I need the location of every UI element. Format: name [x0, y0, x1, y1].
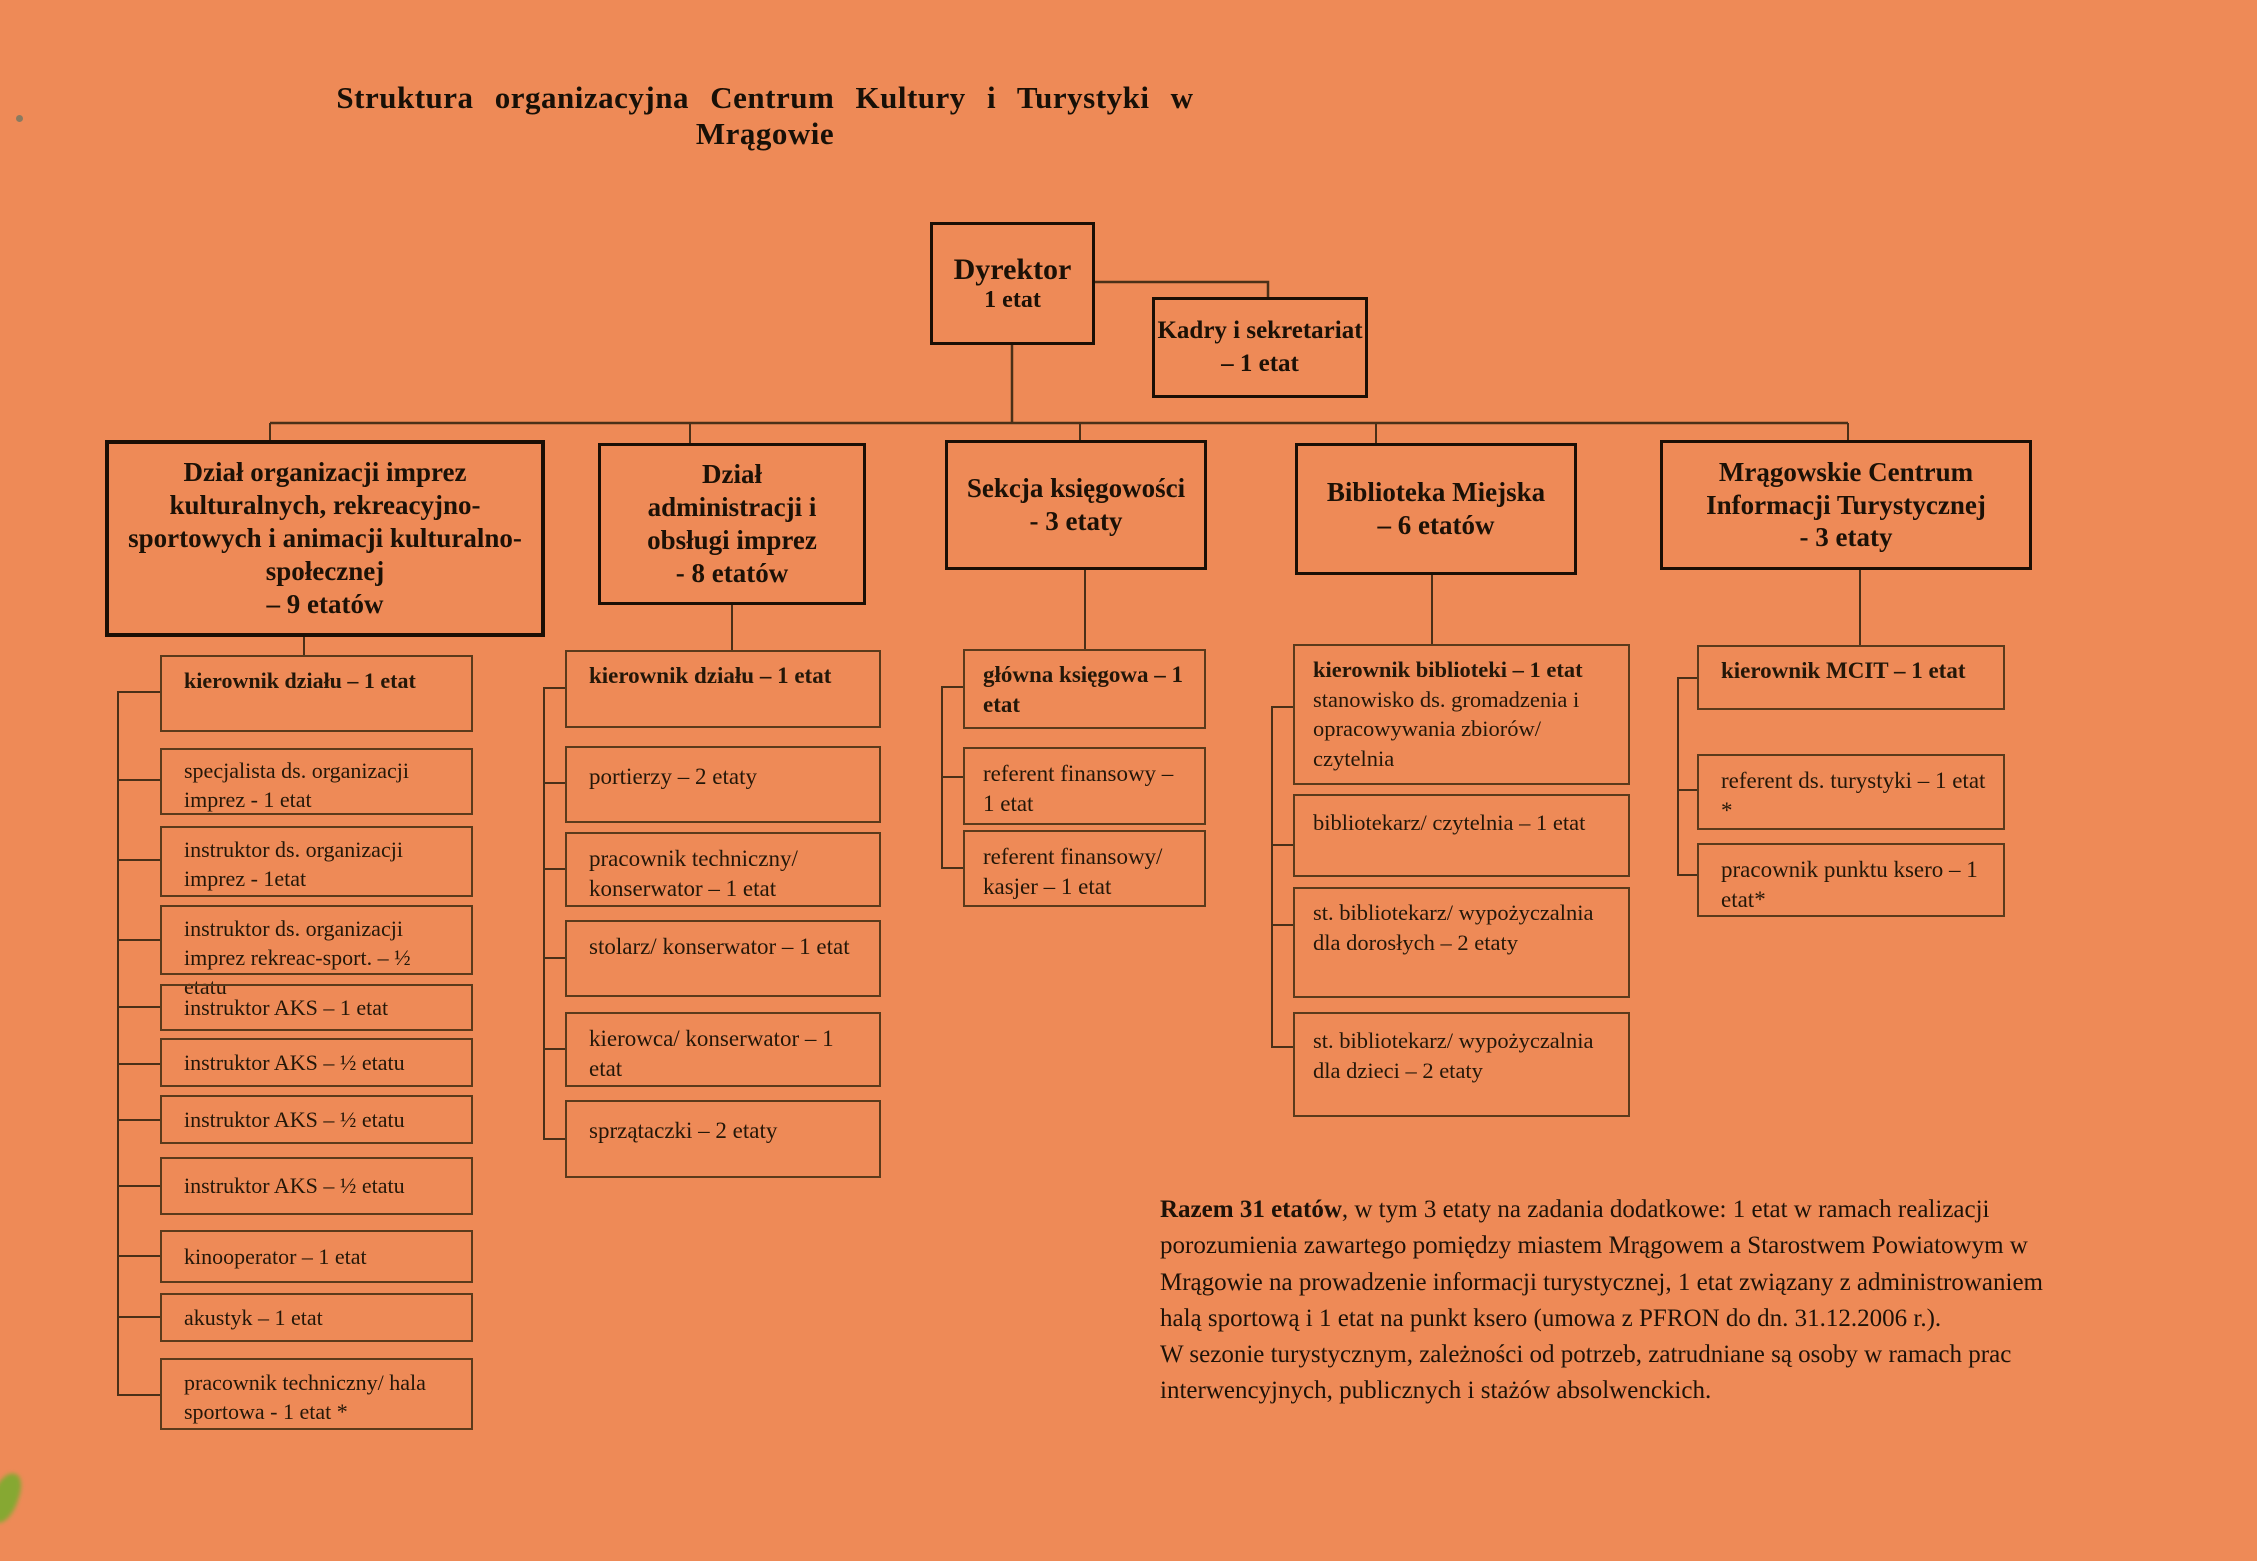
position-box: instruktor AKS – ½ etatu	[160, 1095, 473, 1144]
department-staff: - 3 etaty	[1799, 522, 1893, 553]
position-box: pracownik punktu ksero – 1 etat*	[1697, 843, 2005, 917]
footnote-lead: Razem 31 etatów	[1160, 1196, 1342, 1223]
position-box: st. bibliotekarz/ wypożyczalnia dla dzieci – 2 etaty	[1293, 1012, 1630, 1117]
position-box: kierowca/ konserwator – 1 etat	[565, 1012, 881, 1087]
position-box: instruktor AKS – ½ etatu	[160, 1038, 473, 1087]
scan-artifact-smudge	[0, 1469, 25, 1526]
page-title: Struktura organizacyjna Centrum Kultury i Turystyki w Mrągowie	[336, 80, 1194, 151]
position-box: kierownik działu – 1 etat	[160, 655, 473, 732]
position-box: stolarz/ konserwator – 1 etat	[565, 920, 881, 997]
position-box: referent finansowy – 1 etat	[963, 747, 1206, 825]
position-box: referent finansowy/ kasjer – 1 etat	[963, 830, 1206, 907]
department-staff: - 3 etaty	[1029, 506, 1123, 536]
footnote-body: , w tym 3 etaty na zadania dodatkowe: 1 etat w ramach realizacji porozumienia zawartego pomiędzy miastem Mrągowem a Starostwem Powiatowym w Mrągowie na prowadzenie informacji turystycznej, 1 etat związany z administrowaniem halą sportową i 1 etat na punkt ksero (umowa z PFRON do dn. 31.12.2006 r.).	[1160, 1196, 2043, 1332]
position-box	[1293, 644, 1630, 785]
position-box: kierownik MCIT – 1 etat	[1697, 645, 2005, 710]
footnote-paragraph-2: W sezonie turystycznym, zależności od potrzeb, zatrudniane są osoby w ramach prac interwencyjnych, publicznych i stażów absolwenckich.	[1160, 1341, 2012, 1405]
director-staff: 1 etat	[984, 287, 1041, 313]
position-box: główna księgowa – 1 etat	[963, 649, 1206, 729]
department-box-biblioteka	[1295, 443, 1577, 575]
position-box: instruktor AKS – 1 etat	[160, 984, 473, 1031]
department-name: Dział organizacji imprez kulturalnych, rekreacyjno-sportowych i animacji kulturalno-społecznej	[128, 457, 522, 586]
department-name: Biblioteka Miejska	[1326, 477, 1546, 508]
department-name: Sekcja księgowości	[966, 473, 1186, 504]
position-box: sprzątaczki – 2 etaty	[565, 1100, 881, 1178]
department-box-administracji	[598, 443, 866, 605]
department-name: Mrągowskie Centrum Informacji Turystycznej	[1706, 456, 1986, 520]
department-box-mcit	[1660, 440, 2032, 570]
hr-box	[1152, 297, 1368, 398]
director-box	[930, 222, 1095, 345]
position-head: kierownik biblioteki – 1 etat	[1313, 657, 1583, 682]
position-sub: stanowisko ds. gromadzenia i opracowywania zbiorów/ czytelnia	[1313, 686, 1580, 772]
department-staff: - 8 etatów	[675, 557, 789, 588]
hr-staff: – 1 etat	[1221, 349, 1299, 377]
position-box: specjalista ds. organizacji imprez - 1 etat	[160, 748, 473, 815]
department-box-organizacji-imprez	[105, 440, 545, 637]
position-box: kinooperator – 1 etat	[160, 1230, 473, 1283]
position-box: portierzy – 2 etaty	[565, 746, 881, 823]
position-box: pracownik techniczny/ hala sportowa - 1 etat *	[160, 1358, 473, 1430]
position-box: st. bibliotekarz/ wypożyczalnia dla dorosłych – 2 etaty	[1293, 887, 1630, 998]
position-box: instruktor AKS – ½ etatu	[160, 1157, 473, 1215]
department-staff: – 6 etatów	[1377, 510, 1495, 540]
department-box-ksiegowosci	[945, 440, 1207, 570]
director-name: Dyrektor	[953, 253, 1072, 286]
department-name: Dział administracji i obsługi imprez	[647, 459, 817, 555]
position-box: pracownik techniczny/ konserwator – 1 etat	[565, 832, 881, 907]
footnote	[1160, 1192, 2075, 1410]
position-box: bibliotekarz/ czytelnia – 1 etat	[1293, 794, 1630, 877]
footnote-paragraph-1	[1160, 1192, 2075, 1337]
position-box: akustyk – 1 etat	[160, 1293, 473, 1342]
hr-name: Kadry i sekretariat	[1157, 317, 1363, 344]
department-staff: – 9 etatów	[266, 588, 384, 619]
position-box: kierownik działu – 1 etat	[565, 650, 881, 728]
scan-artifact-speck	[16, 115, 23, 122]
position-box: instruktor ds. organizacji imprez - 1etat	[160, 826, 473, 897]
position-box: instruktor ds. organizacji imprez rekreac-sport. – ½ etatu	[160, 905, 473, 975]
position-box: referent ds. turystyki – 1 etat *	[1697, 754, 2005, 830]
